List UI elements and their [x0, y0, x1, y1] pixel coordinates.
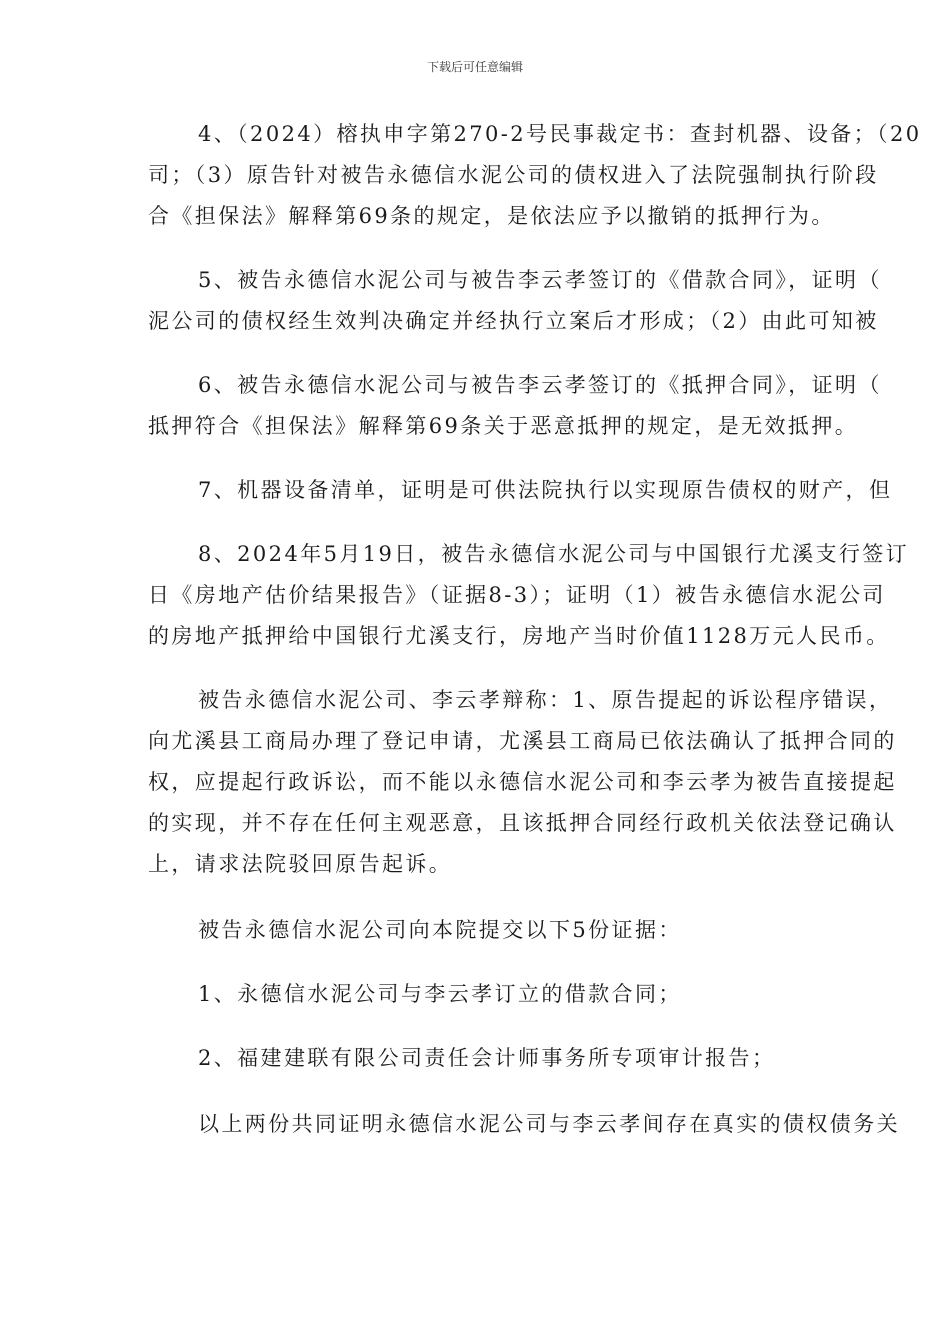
defense-paragraph-line-2: 向尤溪县工商局办理了登记申请，尤溪县工商局已依法确认了抵押合同的: [148, 729, 897, 753]
paragraph-8-line-1: 8、2024年5月19日，被告永德信水泥公司与中国银行尤溪支行签订: [198, 542, 910, 566]
defense-paragraph-line-3: 权，应提起行政诉讼，而不能以永德信水泥公司和李云孝为被告直接提起: [148, 770, 897, 794]
evidence-item-1: 1、永德信水泥公司与李云孝订立的借款合同；: [198, 982, 682, 1006]
defense-paragraph-line-4: 的实现，并不存在任何主观恶意，且该抵押合同经行政机关依法登记确认: [148, 811, 897, 835]
paragraph-8-line-2: 日《房地产估价结果报告》（证据8-3）；证明（1）被告永德信水泥公司: [148, 583, 886, 607]
paragraph-5-line-1: 5、被告永德信水泥公司与被告李云孝签订的《借款合同》，证明（: [198, 268, 882, 292]
evidence-summary: 以上两份共同证明永德信水泥公司与李云孝间存在真实的债权债务关: [198, 1112, 900, 1136]
paragraph-4-line-1: 4、（2024）榕执申字第270-2号民事裁定书：查封机器、设备；（20: [198, 122, 922, 146]
paragraph-6-line-2: 抵押符合《担保法》解释第69条关于恶意抵押的规定，是无效抵押。: [148, 414, 859, 438]
paragraph-8-line-3: 的房地产抵押给中国银行尤溪支行，房地产当时价值1128万元人民币。: [148, 624, 890, 648]
paragraph-7-line-1: 7、机器设备清单，证明是可供法院执行以实现原告债权的财产，但: [198, 478, 893, 502]
download-editable-note: 下载后可任意编辑: [426, 60, 523, 74]
defense-paragraph-line-5: 上，请求法院驳回原告起诉。: [148, 852, 453, 876]
evidence-item-2: 2、福建建联有限公司责任会计师事务所专项审计报告；: [198, 1046, 776, 1070]
paragraph-5-line-2: 泥公司的债权经生效判决确定并经执行立案后才形成；（2）由此可知被: [148, 309, 879, 333]
paragraph-4-line-2: 司；（3）原告针对被告永德信水泥公司的债权进入了法院强制执行阶段: [148, 163, 879, 187]
defense-paragraph-line-1: 被告永德信水泥公司、李云孝辩称：1、原告提起的诉讼程序错误，: [198, 688, 893, 712]
evidence-intro: 被告永德信水泥公司向本院提交以下5份证据：: [198, 918, 682, 942]
paragraph-6-line-1: 6、被告永德信水泥公司与被告李云孝签订的《抵押合同》，证明（: [198, 373, 882, 397]
paragraph-4-line-3: 合《担保法》解释第69条的规定，是依法应予以撤销的抵押行为。: [148, 204, 835, 228]
